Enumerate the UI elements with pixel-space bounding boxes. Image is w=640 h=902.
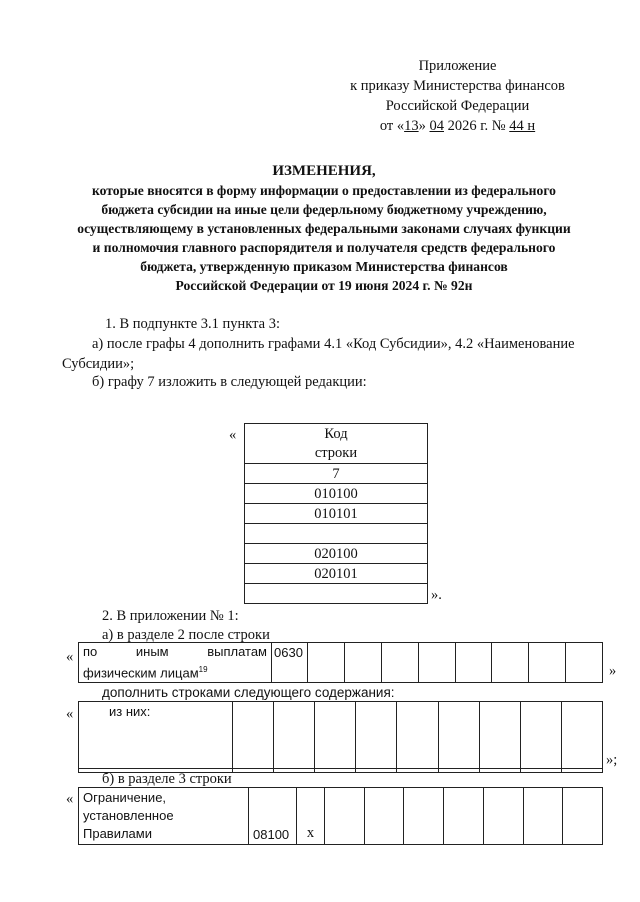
table-row — [245, 564, 428, 584]
annex-line3: Российской Федерации — [385, 98, 530, 114]
empty-cell — [315, 769, 356, 773]
kod-cell: 020101 — [245, 564, 428, 584]
empty-cell — [529, 643, 566, 683]
empty-cell — [438, 702, 479, 769]
empty-cell — [356, 769, 397, 773]
kod-cell: 020100 — [245, 544, 428, 564]
empty-cell — [233, 769, 274, 773]
empty-cell — [444, 788, 484, 845]
empty-cell — [418, 643, 455, 683]
empty-cell — [364, 788, 404, 845]
empty-cell — [404, 788, 444, 845]
annex-number: 44 н — [509, 118, 536, 134]
document-title — [50, 162, 598, 295]
kod-stroki-table — [244, 423, 428, 604]
section1-heading: 1. В подпункте 3.1 пункта 3: — [105, 316, 281, 332]
new-open-quote: « — [66, 706, 74, 722]
empty-cell — [479, 769, 520, 773]
empty-cell — [566, 643, 603, 683]
empty-cell — [315, 702, 356, 769]
table-row — [245, 424, 428, 464]
annex-header — [330, 56, 585, 136]
row-close-quote: » — [609, 663, 617, 679]
kod-cell — [245, 524, 428, 544]
title-line: осуществляющему в установленных федеральными законами случаях функции — [77, 221, 571, 236]
row-0630-table — [78, 642, 603, 683]
title-line: Российской Федерации от 19 июня 2024 г. № 92н — [175, 278, 473, 293]
table-row — [79, 788, 603, 845]
empty-cell — [308, 643, 345, 683]
lim-open-quote: « — [66, 791, 74, 807]
annex-line2: к приказу Министерства финансов — [350, 78, 565, 94]
empty-cell — [455, 643, 492, 683]
table-row — [79, 643, 603, 683]
title-line: бюджета субсидии на иные цели федерльному бюджетному учреждению, — [101, 202, 547, 217]
empty-cell — [520, 769, 561, 773]
kod-close-quote: ». — [431, 587, 442, 603]
empty-cell — [561, 702, 602, 769]
new-close-quote: »; — [606, 752, 618, 768]
annex-date: от «13» 04 2026 г. № 44 н — [379, 118, 536, 134]
empty-cell — [492, 643, 529, 683]
kod-cell — [245, 584, 428, 604]
empty-cell — [438, 769, 479, 773]
table-row — [245, 544, 428, 564]
annex-day: 13 — [404, 118, 419, 134]
table-row — [245, 484, 428, 504]
new-rows-table — [78, 701, 603, 773]
empty-cell — [397, 702, 438, 769]
row-label-cell: по иным выплатам физическим лицам$^{19}$ — [79, 643, 272, 683]
kod-cell: 7 — [245, 464, 428, 484]
section2-b: б) в разделе 3 строки — [102, 771, 232, 787]
title-line: которые вносятся в форму информации о предоставлении из федерального — [92, 183, 556, 198]
title-main: ИЗМЕНЕНИЯ, — [272, 163, 376, 179]
lim-label-cell: Ограничение, установленное Правилами — [79, 788, 249, 845]
empty-cell — [520, 702, 561, 769]
empty-cell — [344, 643, 381, 683]
annex-line1: Приложение — [418, 58, 497, 74]
lim-x-cell: х — [297, 788, 325, 845]
kod-header-cell: Код строки — [245, 424, 428, 464]
title-line: и полномочия главного распорядителя и получателя средств федерального — [92, 240, 556, 255]
empty-cell — [561, 769, 602, 773]
empty-cell — [563, 788, 603, 845]
empty-cell — [397, 769, 438, 773]
new-row-label: из них: — [79, 702, 233, 769]
table-row — [245, 524, 428, 544]
kod-cell: 010100 — [245, 484, 428, 504]
section1-a-line1: а) после графы 4 дополнить графами 4.1 «Код Субсидии», 4.2 «Наименование — [92, 336, 575, 352]
section2-add: дополнить строками следующего содержания: — [102, 685, 395, 700]
lim-code-cell: 08100 — [249, 788, 297, 845]
empty-cell — [325, 788, 365, 845]
section2-heading: 2. В приложении № 1: — [102, 608, 239, 624]
section1-b: б) графу 7 изложить в следующей редакции: — [92, 374, 367, 390]
section2-a: а) в разделе 2 после строки — [102, 627, 270, 643]
section1-a-line2: Субсидии»; — [62, 356, 135, 372]
table-row — [245, 504, 428, 524]
table-row — [245, 464, 428, 484]
title-line: бюджета, утвержденную приказом Министерства финансов — [140, 259, 508, 274]
empty-cell — [356, 702, 397, 769]
kod-cell: 010101 — [245, 504, 428, 524]
empty-cell — [233, 702, 274, 769]
limitation-table — [78, 787, 603, 845]
row-open-quote: « — [66, 649, 74, 665]
kod-open-quote: « — [229, 427, 237, 443]
empty-cell — [274, 769, 315, 773]
empty-cell — [274, 702, 315, 769]
empty-cell — [479, 702, 520, 769]
empty-cell — [483, 788, 523, 845]
table-row — [79, 702, 603, 769]
table-row — [245, 584, 428, 604]
annex-month: 04 — [429, 118, 444, 134]
empty-cell — [523, 788, 563, 845]
empty-cell — [381, 643, 418, 683]
row-code-cell: 0630 — [272, 643, 308, 683]
